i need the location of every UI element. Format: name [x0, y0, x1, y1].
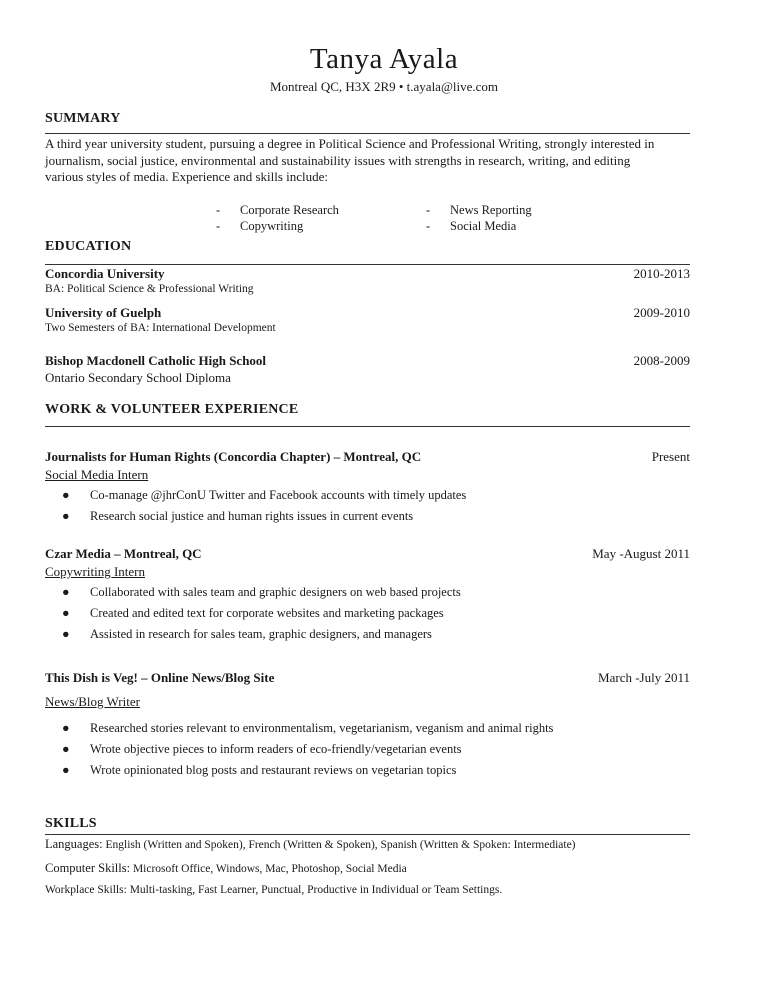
education-dates: 2009-2010	[633, 305, 690, 320]
job-bullet	[62, 721, 553, 736]
skill-text: Microsoft Office, Windows, Mac, Photoshop, Social Media	[130, 863, 407, 875]
bullet-text: Assisted in research for sales team, graphic designers, and managers	[90, 627, 432, 641]
skill-label: Languages:	[45, 837, 103, 851]
dash-marker: -	[216, 203, 221, 217]
summary-line-1: A third year university student, pursuing a degree in Political Science and Professional Writing, strongly interested in	[45, 136, 655, 151]
degree: Two Semesters of BA: International Development	[45, 322, 276, 334]
bullet-icon: ●	[62, 742, 70, 756]
resume-name: Tanya Ayala	[309, 43, 459, 75]
bullet-icon: ●	[62, 627, 70, 641]
education-rule	[45, 264, 690, 265]
summary-line-3: various styles of media. Experience and skills include:	[45, 169, 329, 184]
education-dates: 2008-2009	[633, 353, 690, 368]
degree: Ontario Secondary School Diploma	[45, 370, 231, 385]
skills-heading: SKILLS	[45, 816, 97, 831]
bullet-icon: ●	[62, 488, 70, 502]
bullet-text: Wrote objective pieces to inform readers of eco-friendly/vegetarian events	[90, 742, 462, 756]
job-bullet	[62, 763, 456, 778]
job-dates: Present	[651, 449, 690, 464]
bullet-icon: ●	[62, 509, 70, 523]
bullet-text: Collaborated with sales team and graphic designers on web based projects	[90, 585, 461, 599]
job-role: News/Blog Writer	[45, 694, 140, 709]
job-bullet	[62, 488, 466, 503]
education-dates: 2010-2013	[633, 266, 690, 281]
skill-line-workplace	[45, 884, 502, 896]
skill-line-languages	[45, 837, 576, 852]
skill-text: English (Written and Spoken), French (Written & Spoken), Spanish (Written & Spoken: Intermediate)	[102, 839, 576, 851]
dash-marker: -	[216, 219, 221, 233]
contact-line: Montreal QC, H3X 2R9 • t.ayala@live.com	[269, 79, 499, 94]
school-name: Bishop Macdonell Catholic High School	[45, 353, 267, 368]
school-name: University of Guelph	[45, 305, 162, 320]
job-role: Social Media Intern	[45, 467, 149, 482]
job-role: Copywriting Intern	[45, 564, 146, 579]
skill-text: Multi-tasking, Fast Learner, Punctual, Productive in Individual or Team Settings.	[126, 884, 503, 896]
bullet-icon: ●	[62, 585, 70, 599]
job-bullet	[62, 509, 413, 524]
job-dates: March -July 2011	[598, 670, 690, 685]
summary-heading: SUMMARY	[45, 111, 121, 126]
bullet-text: Researched stories relevant to environmentalism, vegetarianism, veganism and animal rights	[90, 721, 554, 735]
skills-rule	[45, 834, 690, 835]
job-bullet	[62, 606, 444, 621]
bullet-text: Created and edited text for corporate websites and marketing packages	[90, 606, 444, 620]
work-rule	[45, 426, 690, 427]
degree: BA: Political Science & Professional Writing	[45, 283, 254, 295]
skill-item: Copywriting	[240, 219, 304, 233]
job-org: Journalists for Human Rights (Concordia Chapter) – Montreal, QC	[45, 449, 422, 464]
skill-item: Corporate Research	[240, 203, 339, 217]
bullet-text: Research social justice and human rights issues in current events	[90, 509, 414, 523]
job-bullet	[62, 742, 462, 757]
job-dates: May -August 2011	[592, 546, 690, 561]
summary-rule	[45, 133, 690, 134]
job-org: Czar Media – Montreal, QC	[45, 546, 202, 561]
bullet-text: Co-manage @jhrConU Twitter and Facebook accounts with timely updates	[90, 488, 467, 502]
dash-marker: -	[426, 219, 431, 233]
skill-label: Computer Skills:	[45, 861, 131, 875]
job-org: This Dish is Veg! – Online News/Blog Site	[45, 670, 275, 685]
bullet-icon: ●	[62, 721, 70, 735]
bullet-text: Wrote opinionated blog posts and restaurant reviews on vegetarian topics	[90, 763, 457, 777]
summary-line-2: journalism, social justice, environmental and sustainability issues with strengths in research, writing, and editing	[45, 153, 631, 168]
skill-line-computer	[45, 861, 407, 876]
bullet-icon: ●	[62, 763, 70, 777]
job-bullet	[62, 585, 461, 600]
dash-marker: -	[426, 203, 431, 217]
skill-item: Social Media	[450, 219, 517, 233]
job-bullet	[62, 627, 432, 642]
skill-label: Workplace Skills:	[45, 884, 127, 896]
work-heading: WORK & VOLUNTEER EXPERIENCE	[45, 402, 299, 417]
bullet-icon: ●	[62, 606, 70, 620]
school-name: Concordia University	[45, 266, 165, 281]
education-heading: EDUCATION	[45, 239, 132, 254]
skill-item: News Reporting	[450, 203, 532, 217]
